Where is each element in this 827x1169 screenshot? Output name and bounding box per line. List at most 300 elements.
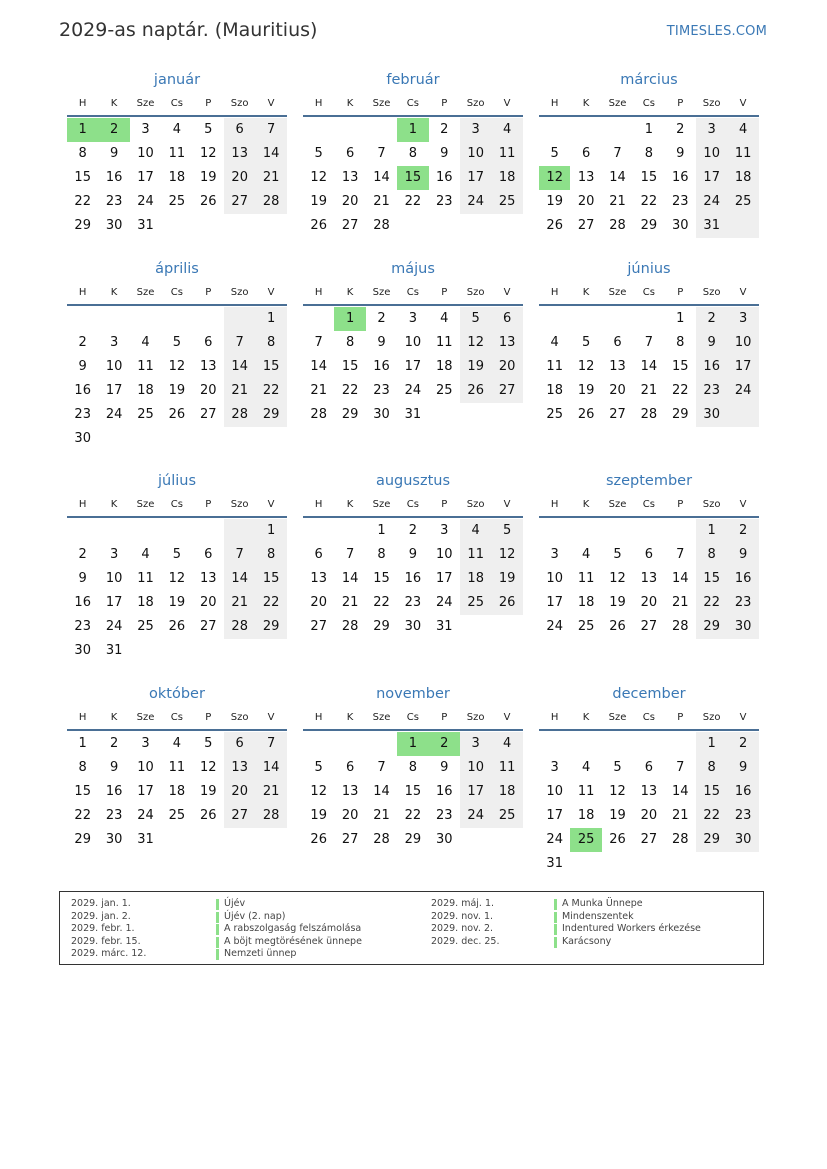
day-cell: 26 — [310, 832, 327, 847]
day-cell: 17 — [105, 595, 123, 610]
day-cell: 26 — [200, 194, 217, 209]
day-cell: 30 — [734, 832, 752, 847]
day-cell: 27 — [640, 832, 658, 847]
weekday-header — [539, 708, 759, 728]
weekday-label: P — [677, 499, 684, 510]
weekday-label: K — [346, 287, 354, 298]
day-cell: 31 — [404, 407, 422, 422]
holiday-legend — [59, 891, 764, 965]
day-cell: 9 — [707, 335, 716, 350]
day-cell: 18 — [546, 383, 563, 398]
day-cell: 10 — [404, 335, 422, 350]
holiday-day-cell: 2 — [98, 118, 129, 142]
day-cell: 2 — [78, 547, 87, 562]
day-cell: 7 — [377, 760, 386, 775]
day-cell: 3 — [707, 122, 716, 137]
day-cell: 16 — [703, 359, 720, 374]
day-cell: 9 — [78, 571, 87, 586]
legend-dates-left — [71, 898, 146, 961]
day-cell: 18 — [168, 784, 186, 799]
weekday-label: Szo — [466, 499, 485, 510]
holiday-day-cell: 1 — [397, 732, 428, 756]
weekday-label: H — [314, 712, 323, 723]
day-cell: 19 — [467, 359, 484, 374]
weekday-label: Szo — [702, 287, 721, 298]
day-cell: 8 — [644, 146, 654, 161]
day-cell: 26 — [609, 619, 626, 634]
day-cell: 26 — [310, 218, 327, 233]
day-cell: 2 — [440, 122, 449, 137]
weekday-label: P — [677, 712, 684, 723]
day-cell: 19 — [498, 571, 516, 586]
day-cell: 3 — [440, 523, 449, 538]
day-cell: 5 — [471, 311, 480, 326]
day-cell: 23 — [105, 194, 123, 209]
weekday-label: P — [441, 287, 448, 298]
day-cell: 26 — [168, 407, 186, 422]
day-cell: 6 — [345, 760, 355, 775]
day-cell: 21 — [672, 808, 689, 823]
day-cell: 5 — [550, 146, 559, 161]
day-cell: 18 — [577, 808, 595, 823]
day-cell: 22 — [404, 808, 422, 823]
day-cell: 2 — [109, 736, 119, 751]
day-cell: 13 — [310, 571, 327, 586]
day-cell: 31 — [703, 218, 720, 233]
day-cell: 26 — [546, 218, 563, 233]
day-cell: 31 — [546, 856, 563, 871]
day-cell: 30 — [404, 619, 422, 634]
day-cell: 22 — [672, 383, 689, 398]
day-cell: 18 — [467, 571, 484, 586]
day-cell: 25 — [546, 407, 563, 422]
day-cell: 22 — [262, 595, 280, 610]
weekday-label: K — [582, 499, 590, 510]
legend-holiday-date: 2029. máj. 1. — [431, 898, 495, 909]
day-cell: 30 — [703, 407, 720, 422]
weekday-header — [67, 283, 287, 303]
day-cell: 7 — [266, 736, 276, 751]
day-cell: 12 — [310, 784, 327, 799]
day-cell: 28 — [262, 194, 280, 209]
weekday-label: Szo — [230, 287, 249, 298]
day-cell: 10 — [137, 146, 154, 161]
weekday-label: V — [503, 287, 511, 298]
day-cell: 29 — [74, 832, 91, 847]
day-cell: 15 — [404, 784, 422, 799]
header-divider — [539, 115, 759, 117]
day-cell: 28 — [672, 619, 689, 634]
weekday-label: Cs — [170, 499, 183, 510]
day-cell: 24 — [546, 832, 563, 847]
weekday-label: Cs — [642, 712, 655, 723]
day-cell: 15 — [74, 170, 91, 185]
day-cell: 5 — [204, 736, 213, 751]
day-cell: 12 — [498, 547, 516, 562]
day-cell: 21 — [373, 808, 390, 823]
day-cell: 24 — [703, 194, 720, 209]
day-cell: 31 — [105, 643, 123, 658]
weekday-label: K — [110, 499, 118, 510]
header-divider — [67, 729, 287, 731]
day-cell: 16 — [74, 383, 91, 398]
day-cell: 20 — [200, 383, 217, 398]
day-cell: 24 — [546, 619, 563, 634]
day-cell: 18 — [498, 784, 516, 799]
day-cell: 24 — [467, 194, 484, 209]
day-cell: 8 — [266, 335, 276, 350]
weekday-label: Szo — [702, 712, 721, 723]
month-name: február — [386, 72, 440, 88]
day-cell: 19 — [546, 194, 563, 209]
day-cell: 11 — [137, 571, 154, 586]
day-cell: 6 — [235, 736, 244, 751]
day-cell: 18 — [137, 595, 154, 610]
header-divider — [303, 304, 523, 306]
day-cell: 15 — [74, 784, 91, 799]
day-cell: 23 — [74, 407, 91, 422]
day-cell: 11 — [467, 547, 484, 562]
day-cell: 24 — [404, 383, 422, 398]
day-cell: 30 — [105, 832, 123, 847]
day-cell: 14 — [373, 784, 390, 799]
weekday-label: Cs — [406, 499, 419, 510]
month-name: december — [612, 686, 686, 702]
day-cell: 20 — [310, 595, 327, 610]
day-cell: 7 — [676, 547, 685, 562]
day-cell: 15 — [262, 571, 280, 586]
legend-holiday-name: A böjt megtörésének ünnepe — [216, 936, 362, 949]
day-cell: 8 — [707, 760, 716, 775]
day-cell: 3 — [738, 311, 748, 326]
day-cell: 18 — [498, 170, 516, 185]
month-name: július — [157, 473, 197, 489]
day-cell: 18 — [577, 595, 595, 610]
site-logo[interactable]: TIMESLES.COM — [666, 24, 767, 39]
day-cell: 9 — [440, 146, 449, 161]
header-divider — [539, 729, 759, 731]
day-cell: 17 — [734, 359, 752, 374]
day-cell: 24 — [137, 194, 154, 209]
weekday-label: P — [205, 499, 212, 510]
day-cell: 2 — [738, 523, 748, 538]
day-cell: 25 — [498, 808, 516, 823]
weekday-header — [539, 283, 759, 303]
day-cell: 4 — [502, 122, 512, 137]
day-cell: 25 — [467, 595, 484, 610]
day-cell: 8 — [377, 547, 386, 562]
holiday-day-cell: 15 — [397, 166, 428, 190]
weekday-label: Sze — [372, 499, 391, 510]
day-cell: 22 — [703, 808, 720, 823]
day-cell: 16 — [734, 784, 752, 799]
weekday-label: H — [550, 712, 559, 723]
weekday-label: H — [78, 499, 87, 510]
day-cell: 16 — [436, 784, 453, 799]
weekday-label: H — [78, 98, 87, 109]
legend-holiday-date: 2029. febr. 15. — [71, 935, 141, 947]
weekday-label: V — [267, 287, 275, 298]
weekday-label: Sze — [136, 98, 155, 109]
day-cell: 25 — [436, 383, 453, 398]
day-cell: 1 — [78, 736, 87, 751]
day-cell: 30 — [436, 832, 453, 847]
day-cell: 7 — [314, 335, 323, 350]
month-name: április — [155, 261, 199, 277]
day-cell: 26 — [577, 407, 595, 422]
day-cell: 25 — [137, 407, 154, 422]
day-cell: 3 — [471, 122, 480, 137]
day-cell: 6 — [581, 146, 591, 161]
day-cell: 12 — [609, 784, 626, 799]
day-cell: 17 — [137, 170, 154, 185]
weekday-label: K — [110, 712, 118, 723]
header-divider — [539, 304, 759, 306]
day-cell: 28 — [231, 407, 248, 422]
day-cell: 7 — [235, 335, 244, 350]
header-divider — [303, 516, 523, 518]
weekday-label: Szo — [466, 287, 485, 298]
day-cell: 31 — [137, 218, 154, 233]
weekday-label: K — [582, 98, 590, 109]
day-cell: 10 — [105, 359, 123, 374]
weekday-label: Cs — [642, 499, 655, 510]
day-cell: 19 — [310, 808, 327, 823]
day-cell: 17 — [436, 571, 453, 586]
day-cell: 15 — [672, 359, 689, 374]
day-cell: 3 — [141, 736, 150, 751]
day-cell: 17 — [137, 784, 154, 799]
weekday-label: H — [550, 499, 559, 510]
weekday-header — [303, 495, 523, 515]
day-cell: 20 — [577, 194, 595, 209]
weekday-label: H — [550, 287, 559, 298]
day-cell: 9 — [109, 146, 119, 161]
day-cell: 24 — [436, 595, 453, 610]
day-cell: 7 — [644, 335, 654, 350]
weekday-label: H — [314, 287, 323, 298]
day-cell: 13 — [640, 784, 658, 799]
legend-holiday-name: Újév — [216, 898, 362, 911]
day-cell: 31 — [436, 619, 453, 634]
day-cell: 29 — [703, 832, 720, 847]
weekday-label: Sze — [608, 287, 627, 298]
day-cell: 9 — [676, 146, 685, 161]
weekday-label: V — [267, 98, 275, 109]
day-cell: 10 — [436, 547, 453, 562]
day-cell: 14 — [640, 359, 658, 374]
day-cell: 28 — [672, 832, 689, 847]
day-cell: 23 — [404, 595, 422, 610]
weekday-header — [539, 495, 759, 515]
day-cell: 10 — [467, 760, 484, 775]
day-cell: 26 — [609, 832, 626, 847]
day-cell: 26 — [498, 595, 516, 610]
day-cell: 4 — [738, 122, 748, 137]
day-cell: 7 — [613, 146, 622, 161]
day-cell: 14 — [231, 571, 248, 586]
day-cell: 3 — [109, 335, 119, 350]
day-cell: 29 — [672, 407, 689, 422]
day-cell: 18 — [436, 359, 453, 374]
day-cell: 29 — [703, 619, 720, 634]
weekday-label: H — [78, 712, 87, 723]
legend-names-left — [216, 898, 362, 961]
month-name: január — [153, 72, 201, 88]
weekday-label: K — [110, 98, 118, 109]
day-cell: 15 — [703, 784, 720, 799]
day-cell: 28 — [373, 832, 390, 847]
day-cell: 9 — [109, 760, 119, 775]
day-cell: 9 — [738, 760, 748, 775]
day-cell: 22 — [74, 194, 91, 209]
day-cell: 20 — [640, 595, 658, 610]
day-cell: 18 — [734, 170, 752, 185]
day-cell: 25 — [168, 194, 186, 209]
day-cell: 29 — [341, 407, 359, 422]
day-cell: 11 — [498, 760, 516, 775]
day-cell: 3 — [550, 760, 559, 775]
day-cell: 16 — [74, 595, 91, 610]
day-cell: 5 — [613, 547, 622, 562]
holiday-day-cell: 12 — [539, 166, 570, 190]
header-divider — [303, 115, 523, 117]
day-cell: 27 — [640, 619, 658, 634]
weekday-header — [303, 94, 523, 114]
day-cell: 13 — [609, 359, 626, 374]
holiday-day-cell: 1 — [397, 118, 428, 142]
day-cell: 23 — [734, 808, 752, 823]
day-cell: 24 — [734, 383, 752, 398]
day-cell: 13 — [498, 335, 516, 350]
day-cell: 25 — [577, 619, 595, 634]
day-cell: 14 — [609, 170, 626, 185]
header-divider — [539, 516, 759, 518]
day-cell: 11 — [577, 784, 595, 799]
day-cell: 23 — [373, 383, 390, 398]
day-cell: 1 — [676, 311, 685, 326]
day-cell: 28 — [262, 808, 280, 823]
day-cell: 5 — [502, 523, 512, 538]
day-cell: 17 — [467, 784, 484, 799]
day-cell: 4 — [502, 736, 512, 751]
day-cell: 19 — [609, 808, 626, 823]
day-cell: 8 — [676, 335, 685, 350]
weekday-label: Szo — [230, 98, 249, 109]
day-cell: 12 — [168, 359, 186, 374]
day-cell: 7 — [377, 146, 386, 161]
month-name: május — [391, 261, 435, 277]
day-cell: 13 — [200, 571, 217, 586]
weekday-label: Szo — [466, 712, 485, 723]
day-cell: 4 — [440, 311, 449, 326]
day-cell: 25 — [498, 194, 516, 209]
day-cell: 8 — [78, 760, 87, 775]
day-cell: 16 — [734, 571, 752, 586]
legend-holiday-name: Nemzeti ünnep — [216, 948, 362, 961]
day-cell: 16 — [105, 784, 123, 799]
day-cell: 19 — [577, 383, 595, 398]
header-divider — [67, 304, 287, 306]
weekday-label: V — [503, 712, 511, 723]
day-cell: 27 — [310, 619, 327, 634]
weekday-header — [67, 495, 287, 515]
header-divider — [303, 729, 523, 731]
day-cell: 25 — [137, 619, 154, 634]
day-cell: 1 — [377, 523, 386, 538]
weekday-label: Szo — [466, 98, 485, 109]
day-cell: 24 — [105, 407, 123, 422]
holiday-day-cell: 1 — [67, 118, 98, 142]
day-cell: 10 — [137, 760, 154, 775]
day-cell: 29 — [262, 619, 280, 634]
weekday-label: H — [78, 287, 87, 298]
day-cell: 29 — [74, 218, 91, 233]
day-cell: 13 — [200, 359, 217, 374]
day-cell: 23 — [436, 808, 453, 823]
day-cell: 13 — [231, 760, 248, 775]
weekday-header — [67, 708, 287, 728]
day-cell: 27 — [498, 383, 516, 398]
legend-holiday-name: Mindenszentek — [554, 911, 701, 924]
day-cell: 12 — [310, 170, 327, 185]
day-cell: 5 — [172, 547, 182, 562]
weekday-label: Cs — [406, 712, 419, 723]
day-cell: 17 — [546, 808, 563, 823]
weekday-header — [67, 94, 287, 114]
day-cell: 9 — [440, 760, 449, 775]
month-name: október — [149, 686, 205, 702]
day-cell: 19 — [168, 595, 186, 610]
day-cell: 8 — [707, 547, 716, 562]
day-cell: 28 — [373, 218, 390, 233]
weekday-label: Cs — [406, 287, 419, 298]
day-cell: 30 — [105, 218, 123, 233]
weekday-label: K — [582, 712, 590, 723]
day-cell: 17 — [105, 383, 123, 398]
weekday-label: V — [739, 712, 747, 723]
day-cell: 26 — [168, 619, 186, 634]
day-cell: 13 — [341, 784, 359, 799]
weekday-label: Cs — [170, 98, 183, 109]
day-cell: 15 — [703, 571, 720, 586]
day-cell: 16 — [404, 571, 422, 586]
day-cell: 14 — [672, 784, 689, 799]
day-cell: 6 — [502, 311, 512, 326]
weekday-label: V — [267, 499, 275, 510]
day-cell: 21 — [310, 383, 327, 398]
weekday-label: V — [267, 712, 275, 723]
day-cell: 8 — [78, 146, 87, 161]
weekday-label: Szo — [230, 712, 249, 723]
day-cell: 31 — [137, 832, 154, 847]
day-cell: 8 — [408, 146, 418, 161]
day-cell: 30 — [373, 407, 390, 422]
day-cell: 5 — [314, 760, 323, 775]
day-cell: 16 — [105, 170, 123, 185]
weekday-label: H — [314, 499, 323, 510]
day-cell: 26 — [467, 383, 484, 398]
day-cell: 3 — [550, 547, 559, 562]
weekday-label: Cs — [170, 287, 183, 298]
weekday-label: P — [441, 499, 448, 510]
day-cell: 5 — [204, 122, 213, 137]
day-cell: 20 — [341, 808, 359, 823]
legend-holiday-date: 2029. febr. 1. — [71, 923, 135, 935]
day-cell: 30 — [74, 431, 91, 446]
legend-dates-right — [431, 898, 499, 948]
day-cell: 22 — [640, 194, 658, 209]
